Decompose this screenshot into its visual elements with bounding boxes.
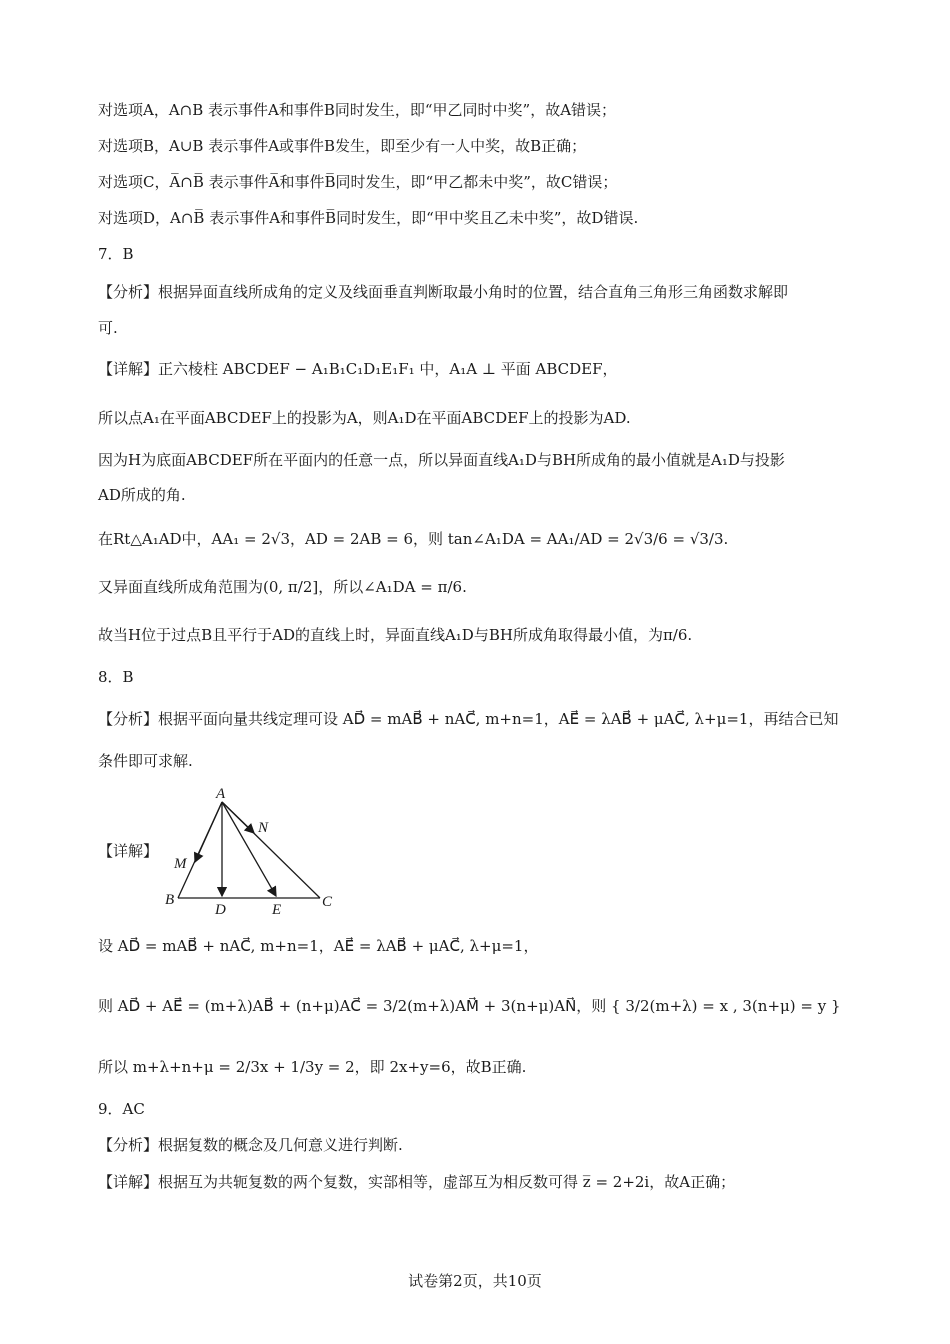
vector-ae — [222, 802, 276, 896]
q7-detail-2: 所以点A₁在平面ABCDEF上的投影为A，则A₁D在平面ABCDEF上的投影为AD. — [98, 409, 631, 427]
q9-analysis: 【分析】根据复数的概念及几何意义进行判断. — [98, 1136, 403, 1154]
question-7-answer: 7．B — [98, 245, 134, 263]
q7-detail-6: 又异面直线所成角范围为(0, π/2]，所以∠A₁DA = π/6. — [98, 578, 467, 596]
q7-detail-5: 在Rt△A₁AD中，AA₁ = 2√3，AD = 2AB = 6，则 tan∠A₁DA = AA₁/AD = 2√3/6 = √3/3. — [98, 530, 729, 548]
q7-detail-7: 故当H位于过点B且平行于AD的直线上时，异面直线A₁D与BH所成角取得最小值，为π/6. — [98, 626, 693, 644]
label-n: N — [258, 820, 269, 836]
q8-detail-3: 所以 m+λ+n+μ = 2/3x + 1/3y = 2，即 2x+y=6，故B正确. — [98, 1058, 527, 1076]
q8-detail-1: 设 AD⃗ = mAB⃗ + nAC⃗, m+n=1，AE⃗ = λAB⃗ + μAC⃗, λ+μ=1， — [98, 937, 539, 955]
line-option-c: 对选项C，A̅∩B̅ 表示事件A̅和事件B̅同时发生，即“甲乙都未中奖”，故C错误； — [98, 173, 618, 191]
label-e: E — [272, 902, 282, 918]
vector-an — [222, 802, 254, 833]
q9-detail: 【详解】根据互为共轭复数的两个复数，实部相等，虚部互为相反数可得 z̅ = 2+2i，故A正确； — [98, 1173, 736, 1191]
q7-analysis-1: 【分析】根据异面直线所成角的定义及线面垂直判断取最小角时的位置，结合直角三角形三角函数求解即 — [98, 283, 789, 301]
q7-detail-1: 【详解】正六棱柱 ABCDEF − A₁B₁C₁D₁E₁F₁ 中，A₁A ⊥ 平面 ABCDEF， — [98, 360, 618, 378]
label-b: B — [165, 892, 175, 908]
vector-am — [195, 802, 222, 862]
label-d: D — [215, 902, 226, 918]
q8-analysis-2: 条件即可求解. — [98, 752, 193, 770]
q7-analysis-2: 可. — [98, 319, 118, 337]
triangle-vector-figure — [160, 780, 350, 920]
label-m: M — [174, 856, 187, 872]
q7-detail-4: AD所成的角. — [98, 486, 186, 504]
line-option-b: 对选项B，A∪B 表示事件A或事件B发生，即至少有一人中奖，故B正确； — [98, 137, 587, 155]
line-option-d: 对选项D，A∩B̅ 表示事件A和事件B̅同时发生，即“甲中奖且乙未中奖”，故D错误. — [98, 209, 639, 227]
label-c: C — [322, 894, 333, 910]
q7-detail-3: 因为H为底面ABCDEF所在平面内的任意一点，所以异面直线A₁D与BH所成角的最小值就是A₁D与投影 — [98, 451, 785, 469]
question-8-answer: 8．B — [98, 668, 134, 686]
q8-analysis-1: 【分析】根据平面向量共线定理可设 AD⃗ = mAB⃗ + nAC⃗, m+n=1，AE⃗ = λAB⃗ + μAC⃗, λ+μ=1，再结合已知 — [98, 710, 839, 728]
q8-detail-2: 则 AD⃗ + AE⃗ = (m+λ)AB⃗ + (n+μ)AC⃗ = 3/2(m+λ)AM⃗ + 3(n+μ)AN⃗，则 { 3/2(m+λ) = x , 3(n+μ) = y } — [98, 997, 841, 1015]
question-9-answer: 9．AC — [98, 1100, 145, 1118]
label-a: A — [216, 786, 226, 802]
page-footer: 试卷第2页，共10页 — [408, 1272, 542, 1290]
line-option-a: 对选项A，A∩B 表示事件A和事件B同时发生，即“甲乙同时中奖”，故A错误； — [98, 101, 617, 119]
q8-detail-label: 【详解】 — [98, 842, 159, 860]
